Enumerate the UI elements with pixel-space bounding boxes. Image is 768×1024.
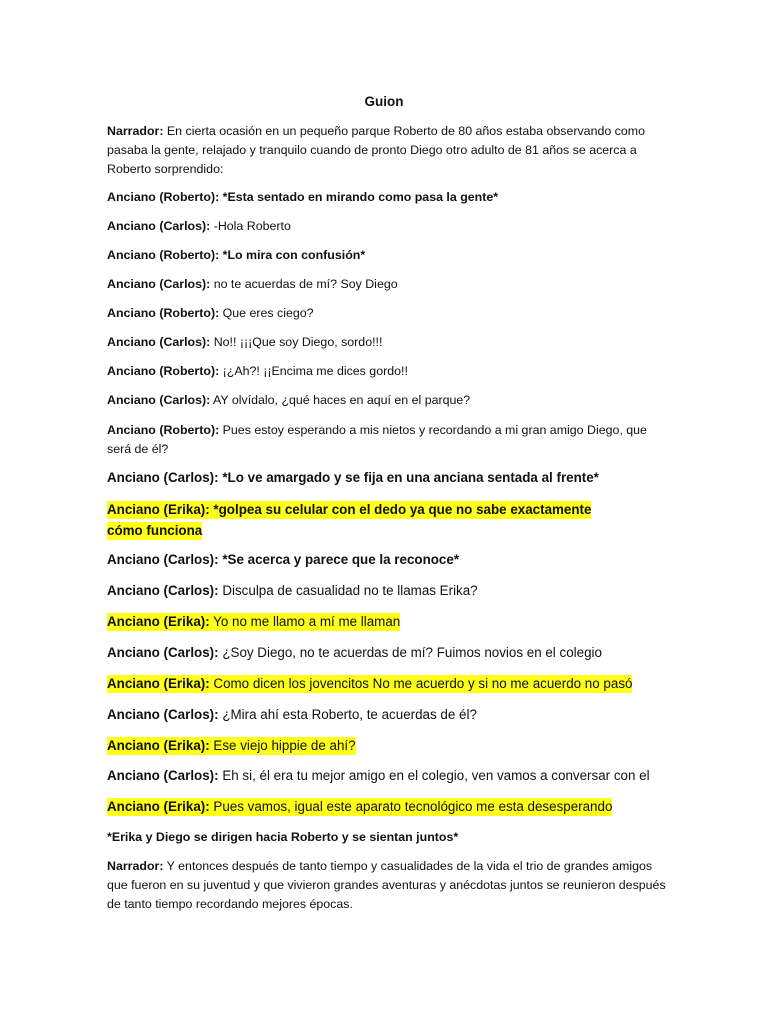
dialogue-text: Yo no me llamo a mí me llaman bbox=[209, 614, 401, 629]
speaker-label: Narrador: bbox=[107, 124, 164, 138]
speaker-label: Anciano (Carlos): bbox=[107, 393, 211, 407]
script-line bbox=[107, 468, 667, 488]
stage-direction-text: *Esta sentado en mirando como pasa la gente* bbox=[219, 190, 499, 204]
stage-direction-text: *Se acerca y parece que la reconoce* bbox=[218, 552, 460, 567]
dialogue-text: no te acuerdas de mí? Soy Diego bbox=[210, 277, 398, 291]
dialogue-text: ¡¿Ah?! ¡¡Encima me dices gordo!! bbox=[219, 364, 408, 378]
dialogue-text: -Hola Roberto bbox=[210, 219, 291, 233]
script-line bbox=[107, 391, 667, 411]
script-line-narrator-intro bbox=[107, 122, 667, 179]
dialogue-text: AY olvídalo, ¿qué haces en aquí en el parque? bbox=[210, 393, 471, 407]
script-line-narrator-closing bbox=[107, 857, 667, 914]
speaker-label: Anciano (Roberto): bbox=[107, 423, 220, 437]
speaker-label: Anciano (Carlos): bbox=[107, 707, 219, 722]
dialogue-text: Que eres ciego? bbox=[219, 306, 314, 320]
dialogue-text: Pues vamos, igual este aparato tecnológico me esta desesperando bbox=[209, 799, 613, 814]
speaker-label: Anciano (Roberto): bbox=[107, 248, 220, 262]
script-line bbox=[107, 550, 667, 570]
dialogue-text: Pues estoy esperando a mis nietos y recordando a mi gran amigo Diego, que será de él? bbox=[107, 423, 647, 456]
dialogue-text: ¿Soy Diego, no te acuerdas de mí? Fuimos novios en el colegio bbox=[218, 645, 602, 660]
speaker-label: Anciano (Carlos): bbox=[107, 277, 211, 291]
speaker-label: Anciano (Roberto): bbox=[107, 190, 220, 204]
dialogue-text: ¿Mira ahí esta Roberto, te acuerdas de él? bbox=[218, 707, 477, 722]
script-line bbox=[107, 333, 667, 353]
dialogue-text: Y entonces después de tanto tiempo y casualidades de la vida el trio de grandes amigos que fueron en su juventud y que vivieron grandes aventuras y anécdotas juntos se reunieron después de tanto tiempo recordando mejores épocas. bbox=[107, 859, 666, 911]
dialogue-text: En cierta ocasión en un pequeño parque Roberto de 80 años estaba observando como pasaba la gente, relajado y tranquilo cuando de pronto Diego otro adulto de 81 años se acerca a Roberto sorprendido: bbox=[107, 124, 645, 176]
speaker-label: Anciano (Carlos): bbox=[107, 470, 219, 485]
speaker-label: Narrador: bbox=[107, 859, 164, 873]
speaker-label: Anciano (Carlos): bbox=[107, 768, 219, 783]
script-line bbox=[107, 766, 667, 786]
script-line-highlighted bbox=[107, 674, 667, 694]
script-line-highlighted bbox=[107, 736, 667, 756]
stage-direction-text: *Lo ve amargado y se fija en una anciana sentada al frente* bbox=[218, 470, 599, 485]
script-line bbox=[107, 362, 667, 382]
stage-direction-text: *Erika y Diego se dirigen hacia Roberto y se sientan juntos* bbox=[107, 830, 459, 844]
script-line bbox=[107, 643, 667, 663]
script-line bbox=[107, 217, 667, 237]
dialogue-text: No!! ¡¡¡Que soy Diego, sordo!!! bbox=[210, 335, 383, 349]
speaker-label: Anciano (Carlos): bbox=[107, 335, 211, 349]
script-line bbox=[107, 421, 667, 459]
speaker-label: Anciano (Erika): bbox=[107, 614, 210, 629]
document-title: Guion bbox=[364, 94, 404, 109]
script-line bbox=[107, 246, 667, 266]
script-line-highlighted bbox=[107, 797, 667, 817]
speaker-label: Anciano (Roberto): bbox=[107, 364, 220, 378]
speaker-label: Anciano (Carlos): bbox=[107, 219, 211, 233]
dialogue-text: Ese viejo hippie de ahí? bbox=[209, 738, 356, 753]
script-line-highlighted bbox=[107, 612, 667, 632]
script-line bbox=[107, 304, 667, 324]
script-line bbox=[107, 188, 667, 208]
script-line bbox=[107, 275, 667, 295]
stage-direction-line bbox=[107, 828, 667, 848]
dialogue-text: Como dicen los jovencitos No me acuerdo y si no me acuerdo no pasó bbox=[209, 676, 633, 691]
stage-direction-text: *golpea su celular con el dedo ya que no sabe exactamente cómo funciona bbox=[107, 502, 592, 538]
dialogue-text: Disculpa de casualidad no te llamas Erika? bbox=[218, 583, 478, 598]
speaker-label: Anciano (Erika): bbox=[107, 738, 210, 753]
speaker-label: Anciano (Erika): bbox=[107, 502, 210, 517]
script-line-highlighted bbox=[107, 500, 627, 541]
dialogue-text: Eh si, él era tu mejor amigo en el colegio, ven vamos a conversar con el bbox=[218, 768, 650, 783]
speaker-label: Anciano (Carlos): bbox=[107, 552, 219, 567]
speaker-label: Anciano (Carlos): bbox=[107, 645, 219, 660]
speaker-label: Anciano (Roberto): bbox=[107, 306, 220, 320]
script-line bbox=[107, 581, 667, 601]
script-line bbox=[107, 705, 667, 725]
stage-direction-text: *Lo mira con confusión* bbox=[219, 248, 366, 262]
speaker-label: Anciano (Carlos): bbox=[107, 583, 219, 598]
speaker-label: Anciano (Erika): bbox=[107, 676, 210, 691]
speaker-label: Anciano (Erika): bbox=[107, 799, 210, 814]
